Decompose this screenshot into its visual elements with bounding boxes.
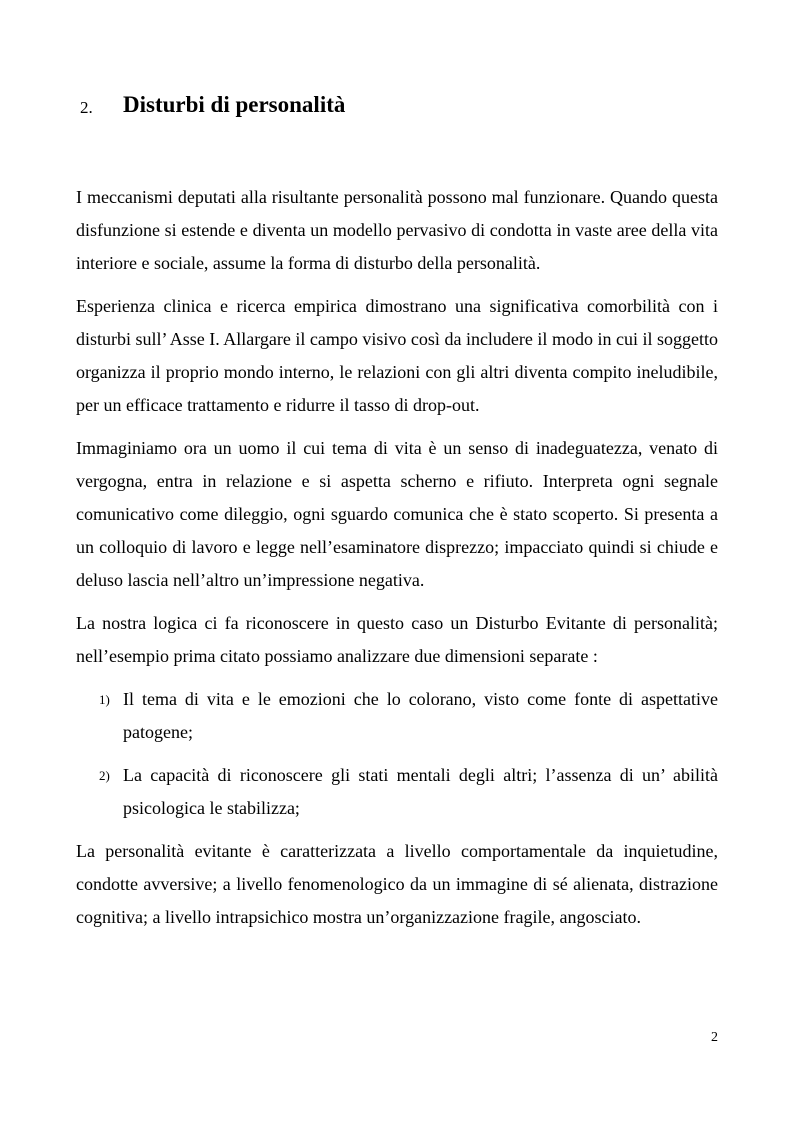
paragraph-1: I meccanismi deputati alla risultante personalità possono mal funzionare. Quando questa disfunzione si estende e diventa un modello pervasivo di condotta in vaste aree della vita interiore e sociale, assume la forma di disturbo della personalità.	[76, 187, 718, 273]
paragraph-4: La nostra logica ci fa riconoscere in questo caso un Disturbo Evitante di personalità; nell’esempio prima citato possiamo analizzare due dimensioni separate :	[76, 613, 718, 666]
paragraph-3: Immaginiamo ora un uomo il cui tema di vita è un senso di inadeguatezza, venato di vergogna, entra in relazione e si aspetta scherno e rifiuto. Interpreta ogni segnale comunicativo come dileggio, ogni sguardo comunica che è stato scoperto. Si presenta a un colloquio di lavoro e legge nell’esaminatore disprezzo; impacciato quindi si chiude e deluso lascia nell’altro un’impressione negativa.	[76, 438, 718, 590]
page-number: 2	[711, 1030, 718, 1045]
list-item	[76, 683, 718, 749]
list-item	[76, 759, 718, 825]
section-title: Disturbi di personalità	[123, 92, 346, 117]
list-marker: 2)	[99, 768, 110, 783]
body-text	[76, 181, 718, 944]
numbered-list	[76, 683, 718, 825]
list-marker: 1)	[99, 692, 110, 707]
closing-paragraph: La personalità evitante è caratterizzata a livello comportamentale da inquietudine, condotte avversive; a livello fenomenologico da un immagine di sé alienata, distrazione cognitiva; a livello intrapsichico mostra un’organizzazione fragile, angosciato.	[76, 841, 718, 927]
list-item-text: La capacità di riconoscere gli stati mentali degli altri; l’assenza di un’ abilità psicologica le stabilizza;	[123, 765, 718, 818]
section-heading	[80, 92, 720, 124]
list-item-text: Il tema di vita e le emozioni che lo colorano, visto come fonte di aspettative patogene;	[123, 689, 718, 742]
section-number: 2.	[80, 98, 93, 117]
paragraph-2: Esperienza clinica e ricerca empirica dimostrano una significativa comorbilità con i disturbi sull’ Asse I. Allargare il campo visivo così da includere il modo in cui il soggetto organizza il proprio mondo interno, le relazioni con gli altri diventa compito ineludibile, per un efficace trattamento e ridurre il tasso di drop-out.	[76, 296, 718, 415]
